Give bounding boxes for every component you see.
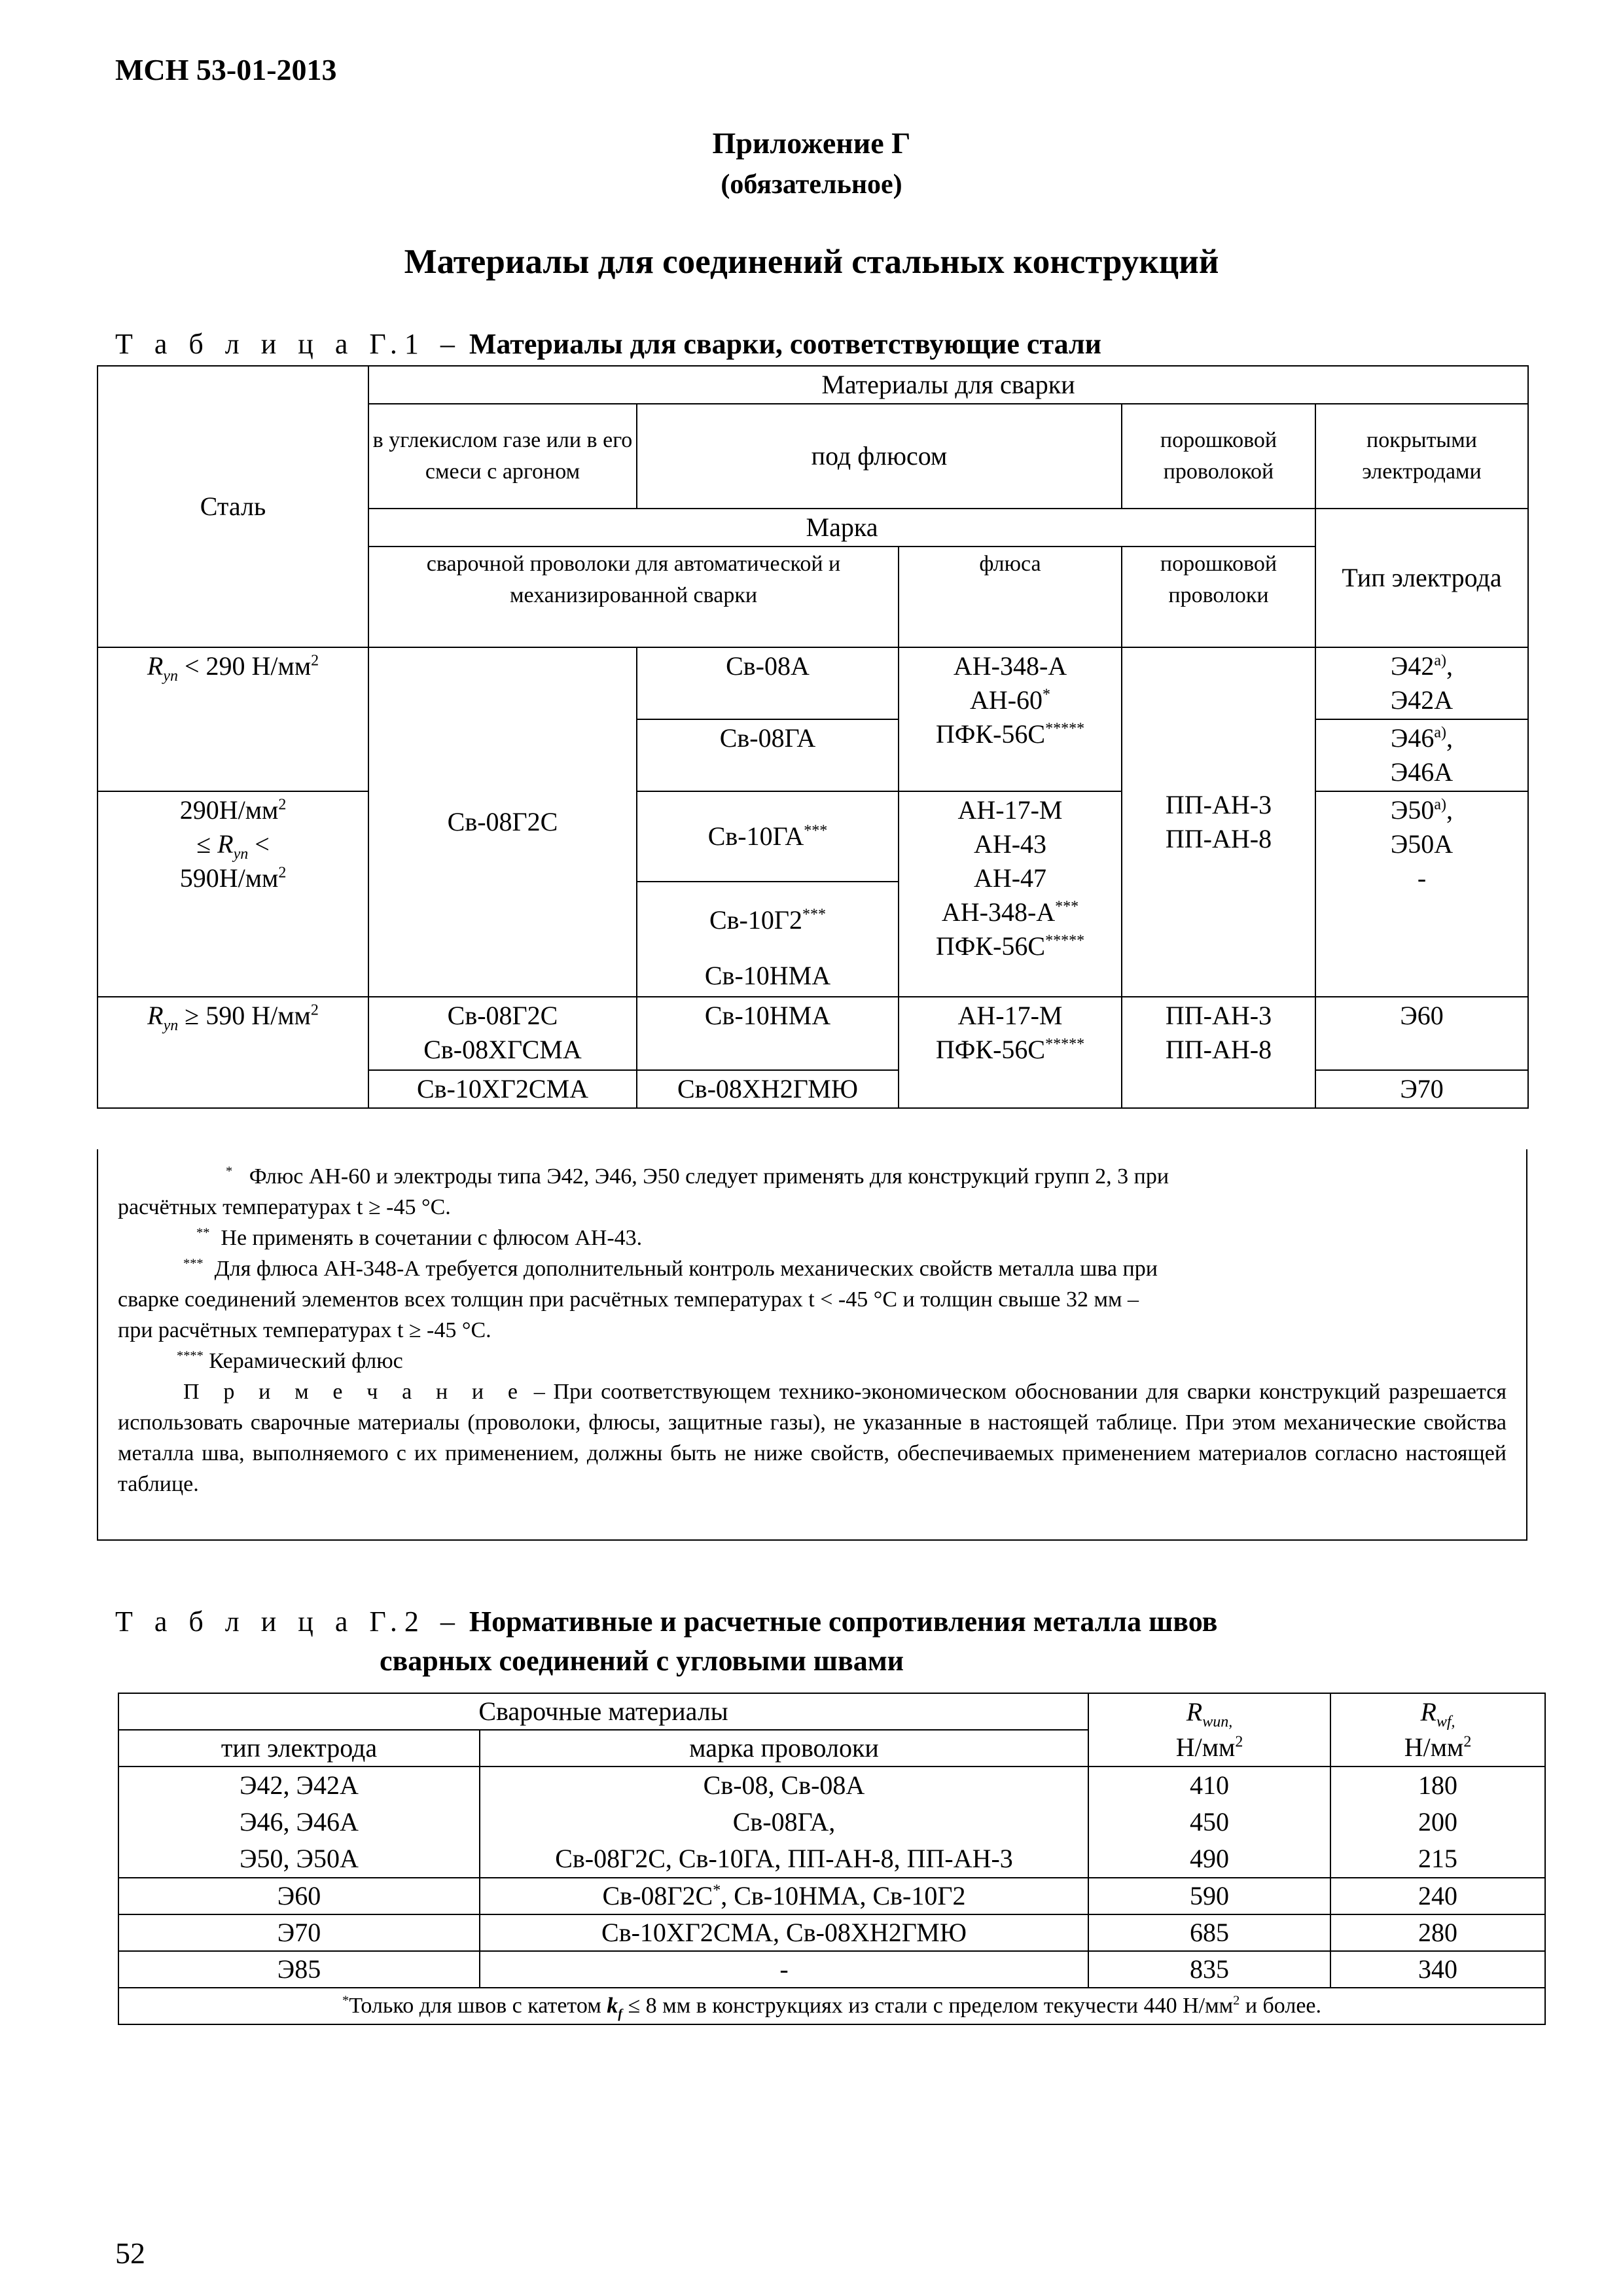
cell-e70-rwf: 280 (1330, 1914, 1545, 1951)
footnote-3: *** Для флюса АН-348-А требуется дополнительный контроль механических свойств металла шва при (183, 1256, 1158, 1281)
table2-footnote: *Только для швов с катетом $k_f \le 8$ мм в конструкциях из стали с пределом текучести 440 $Н/мм^2$ и более. (118, 1988, 1545, 2024)
header-electrode-type: Тип электрода (1315, 509, 1528, 647)
footnote-3-cont: сварке соединений элементов всех толщин при расчётных температурах t < -45 °С и толщин свыше 32 мм – (118, 1287, 1139, 1312)
document-code: МСН 53-01-2013 (115, 53, 337, 86)
steel-row-1: $R_{yn} < 290$ $Н/мм^2$ (98, 647, 368, 791)
cell-e60-rwf: 240 (1330, 1878, 1545, 1914)
steel-row-3: $R_{yn} \ge 590$ $Н/мм^2$ (98, 997, 368, 1108)
co2-wire-sv08g2s: Св-08Г2С (368, 647, 637, 997)
footnote-1: * Флюс АН-60 и электроды типа Э42, Э46, Э50 следует применять для конструкций групп 2, 3 при (226, 1164, 1169, 1189)
table-row-wires: Св-08, Св-08А Св-08ГА, Св-08Г2С, Св-10ГА, ПП-АН-8, ПП-АН-3 (480, 1767, 1088, 1878)
electrode-e60: Э60 (1315, 997, 1528, 1070)
table-row-electrodes: Э42, Э42А Э46, Э46А Э50, Э50А (118, 1767, 480, 1878)
cell-e70-rwun: 685 (1088, 1914, 1330, 1951)
table1-caption (115, 327, 1101, 361)
flux-wire-sv10ga: Св-10ГА*** (637, 791, 899, 882)
footnote-1-cont: расчётных температурах t ≥ -45 °С. (118, 1195, 451, 1219)
header-powder-mark: порошковой проволоки (1122, 547, 1315, 647)
co2-wire-group-3: Св-08Г2С Св-08ХГСМА (368, 997, 637, 1070)
table2-caption-prefix: Т а б л и ц а Г.2 – (115, 1605, 462, 1638)
cell-e60: Э60 (118, 1878, 480, 1914)
header-mark: Марка (368, 509, 1315, 547)
header-wire-mark-2: марка проволоки (480, 1730, 1088, 1767)
footnote-3-cont2: при расчётных температурах t ≥ -45 °С. (118, 1318, 491, 1342)
table-row-rwf: 180 200 215 (1330, 1767, 1545, 1878)
header-rwun: $R_{wun,}$ $Н/мм^2$ (1088, 1693, 1330, 1767)
cell-e85-rwun: 835 (1088, 1951, 1330, 1988)
cell-e85-wire: - (480, 1951, 1088, 1988)
header-welding-materials-2: Сварочные материалы (118, 1693, 1088, 1730)
table2-caption (115, 1605, 1217, 1638)
header-steel: Сталь (98, 366, 368, 647)
header-welding-materials: Материалы для сварки (368, 366, 1528, 404)
table-row (118, 1878, 1545, 1914)
header-powder-wire: порошковой проволокой (1122, 404, 1315, 509)
header-rwf: $R_{wf,}$ $Н/мм^2$ (1330, 1693, 1545, 1767)
table1-footnotes (97, 1149, 1527, 1541)
page-number: 52 (115, 2236, 145, 2270)
weld-resistance-table (118, 1693, 1546, 2025)
electrode-e46: $Э46^{а)}$, Э46А (1315, 719, 1528, 791)
cell-e60-wire: Св-08Г2С*, Св-10НМА, Св-10Г2 (480, 1878, 1088, 1914)
table1-caption-prefix: Т а б л и ц а Г.1 – (115, 328, 462, 360)
section-title: Материалы для соединений стальных конструкций (404, 243, 1219, 281)
table1-caption-title: Материалы для сварки, соответствующие стали (469, 328, 1102, 360)
flux-wire-sv10g2: Св-10Г2*** (637, 882, 899, 958)
cell-e70: Э70 (118, 1914, 480, 1951)
flux-wire-sv08a: Св-08А (637, 647, 899, 719)
table1-note: П р и м е ч а н и е – При соответствующем технико-экономическом обосновании для сварки конструкций разрешается использовать сварочные материалы (проволоки, флюсы, защитные газы), не указанные в настоящей таблице. При этом механические свойства металла шва, выполняемого с их применением, должны быть не ниже свойств, обеспечиваемых применением материалов согласно настоящей таблице. (118, 1380, 1507, 1496)
header-coated-electrodes: покрытыми электродами (1315, 404, 1528, 509)
footnote-2: ** Не применять в сочетании с флюсом АН-43. (196, 1225, 643, 1250)
steel-row-2: $290Н/мм^2$ ≤ $R_{yn}$ < $590Н/мм^2$ (98, 791, 368, 997)
appendix-status: (обязательное) (721, 170, 902, 200)
header-co2: в углекислом газе или в его смеси с аргоном (368, 404, 637, 509)
powder-wire-group-3: ПП-АН-3 ПП-АН-8 (1122, 997, 1315, 1108)
co2-wire-sv10hg2sma: Св-10ХГ2СМА (368, 1070, 637, 1108)
electrode-e50: $Э50^{а)}$, Э50А - (1315, 791, 1528, 997)
flux-wire-sv08ga: Св-08ГА (637, 719, 899, 791)
appendix-title: Приложение Г (712, 126, 911, 160)
header-flux-mark: флюса (899, 547, 1122, 647)
cell-e85-rwf: 340 (1330, 1951, 1545, 1988)
electrode-e70: Э70 (1315, 1070, 1528, 1108)
welding-materials-table (97, 365, 1529, 1109)
table-row (118, 1951, 1545, 1988)
header-electrode-type-2: тип электрода (118, 1730, 480, 1767)
cell-e60-rwun: 590 (1088, 1878, 1330, 1914)
table2-caption-line2: сварных соединений с угловыми швами (380, 1645, 904, 1677)
flux-wire-sv08hn2gmyu: Св-08ХН2ГМЮ (637, 1070, 899, 1108)
flux-wire-sv10nma-2: Св-10НМА (637, 997, 899, 1070)
header-wire-mark: сварочной проволоки для автоматической и механизированной сварки (368, 547, 899, 647)
footnote-4: **** Керамический флюс (177, 1348, 403, 1373)
flux-wire-sv10nma: Св-10НМА (637, 958, 899, 997)
flux-group-3: АН-17-М ПФК-56С***** (899, 997, 1122, 1108)
powder-wire-group-1: ПП-АН-3 ПП-АН-8 (1122, 647, 1315, 997)
flux-group-1: АН-348-А АН-60* ПФК-56С***** (899, 647, 1122, 791)
table-row-rwun: 410 450 490 (1088, 1767, 1330, 1878)
flux-group-2: АН-17-М АН-43 АН-47 АН-348-А*** ПФК-56С***** (899, 791, 1122, 997)
cell-e85: Э85 (118, 1951, 480, 1988)
electrode-e42: $Э42^{а)}$, Э42А (1315, 647, 1528, 719)
table-row (118, 1914, 1545, 1951)
header-under-flux: под флюсом (637, 404, 1122, 509)
cell-e70-wire: Св-10ХГ2СМА, Св-08ХН2ГМЮ (480, 1914, 1088, 1951)
table2-caption-title: Нормативные и расчетные сопротивления металла швов (469, 1605, 1218, 1638)
